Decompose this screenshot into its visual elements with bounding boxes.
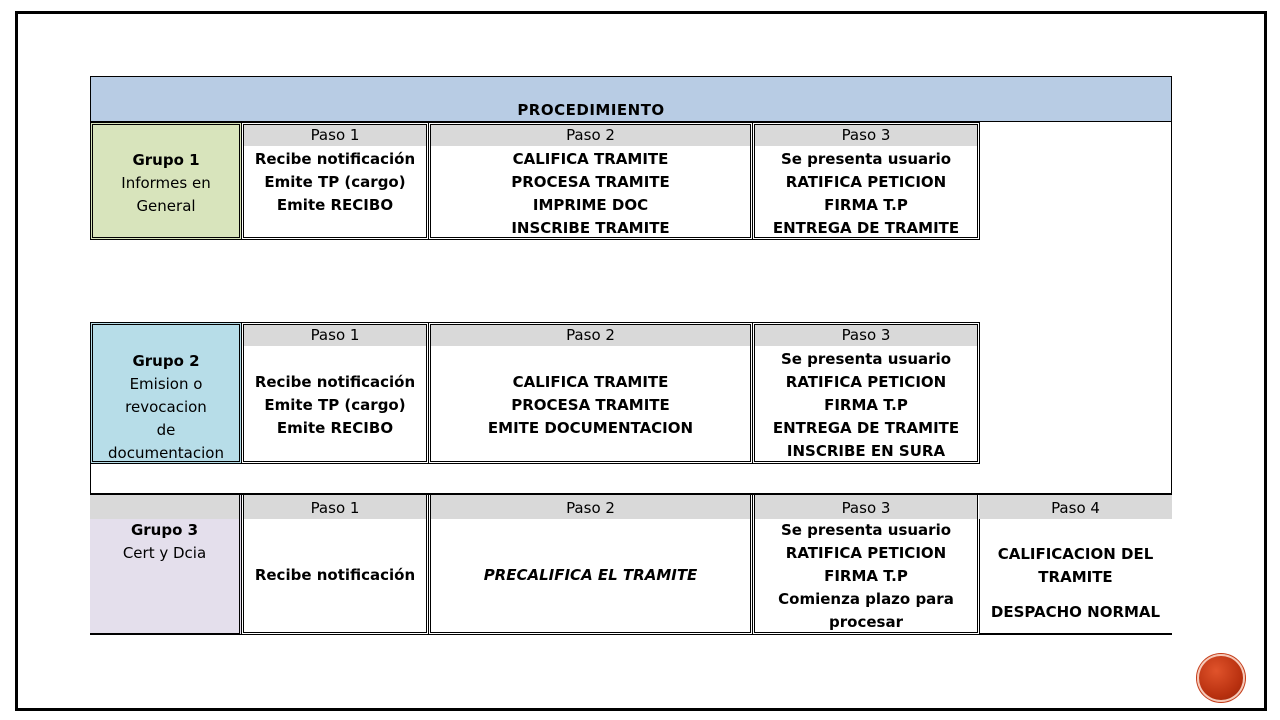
group2-desc-line: Emision o (129, 375, 203, 393)
group3-step2 (428, 495, 753, 635)
step-header: Paso 2 (431, 125, 750, 146)
group3-step3 (752, 495, 980, 635)
group1-desc-line: General (136, 197, 196, 215)
step-line: FIRMA T.P (824, 196, 908, 214)
group1-step1 (241, 122, 429, 240)
step-line: Recibe notificación (254, 373, 416, 391)
group3-desc-line: Cert y Dcia (122, 544, 207, 562)
step-header: Paso 4 (979, 495, 1172, 519)
group1-step3 (752, 122, 980, 240)
group3-name: Grupo 3 (130, 521, 199, 539)
procedure-title-bar (90, 76, 1172, 122)
logo-badge-icon (1197, 654, 1245, 702)
group1-name: Grupo 1 (132, 151, 200, 169)
step-line: Emite RECIBO (276, 419, 394, 437)
step-line: Emite TP (cargo) (264, 173, 406, 191)
step-line: ENTREGA DE TRAMITE (772, 219, 960, 237)
group2-desc-line: de (156, 421, 176, 439)
step-line: Se presenta usuario (780, 350, 952, 368)
step-line: procesar (829, 613, 903, 631)
step-header: Paso 3 (755, 325, 977, 346)
group3-cell (90, 495, 242, 635)
step-line: INSCRIBE EN SURA (786, 442, 946, 460)
group2-step3 (752, 322, 980, 464)
group1-desc-line: Informes en (121, 174, 211, 192)
group2-step1 (241, 322, 429, 464)
group2-cell (90, 322, 242, 464)
step-header: Paso 3 (755, 125, 977, 146)
group2-name: Grupo 2 (132, 352, 200, 370)
step-line: PRECALIFICA EL TRAMITE (483, 566, 698, 584)
group1-step2 (428, 122, 753, 240)
step-header: Paso 1 (244, 125, 426, 146)
step-header: Paso 1 (244, 495, 426, 519)
table-right-border (1171, 122, 1172, 494)
group3-step1 (241, 495, 429, 635)
step-line: FIRMA T.P (824, 567, 908, 585)
step-line: Recibe notificación (254, 150, 416, 168)
group1-cell (90, 122, 242, 240)
step-line: CALIFICACION DEL (997, 545, 1154, 563)
group3-step4 (979, 495, 1172, 635)
group2-desc-line: documentacion (108, 444, 224, 462)
step-header: Paso 3 (755, 495, 977, 519)
step-line: CALIFICA TRAMITE (512, 150, 669, 168)
step-line: Emite TP (cargo) (264, 396, 406, 414)
step-header: Paso 1 (244, 325, 426, 346)
step-line: Comienza plazo para (778, 590, 954, 608)
step-line: CALIFICA TRAMITE (512, 373, 669, 391)
step-line: Emite RECIBO (276, 196, 394, 214)
step-line: TRAMITE (1038, 568, 1113, 586)
group2-step2 (428, 322, 753, 464)
step-line: Se presenta usuario (780, 521, 952, 539)
group2-desc-line: revocacion (125, 398, 207, 416)
step-line: RATIFICA PETICION (785, 544, 947, 562)
step-line: RATIFICA PETICION (785, 373, 947, 391)
procedure-title: PROCEDIMIENTO (517, 101, 665, 119)
step-line: Se presenta usuario (780, 150, 952, 168)
step-header: Paso 2 (431, 325, 750, 346)
step-line: PROCESA TRAMITE (511, 173, 670, 191)
step-line: DESPACHO NORMAL (990, 603, 1161, 621)
step-line: EMITE DOCUMENTACION (487, 419, 694, 437)
step-line: ENTREGA DE TRAMITE (772, 419, 960, 437)
step-line: Recibe notificación (254, 566, 416, 584)
step-header: Paso 2 (431, 495, 750, 519)
step-line: PROCESA TRAMITE (511, 396, 670, 414)
table-left-border (90, 463, 91, 495)
group3-header-strip (90, 495, 239, 519)
step-line: INSCRIBE TRAMITE (511, 219, 670, 237)
step-line: IMPRIME DOC (532, 196, 649, 214)
step-line: FIRMA T.P (824, 396, 908, 414)
step-line: RATIFICA PETICION (785, 173, 947, 191)
